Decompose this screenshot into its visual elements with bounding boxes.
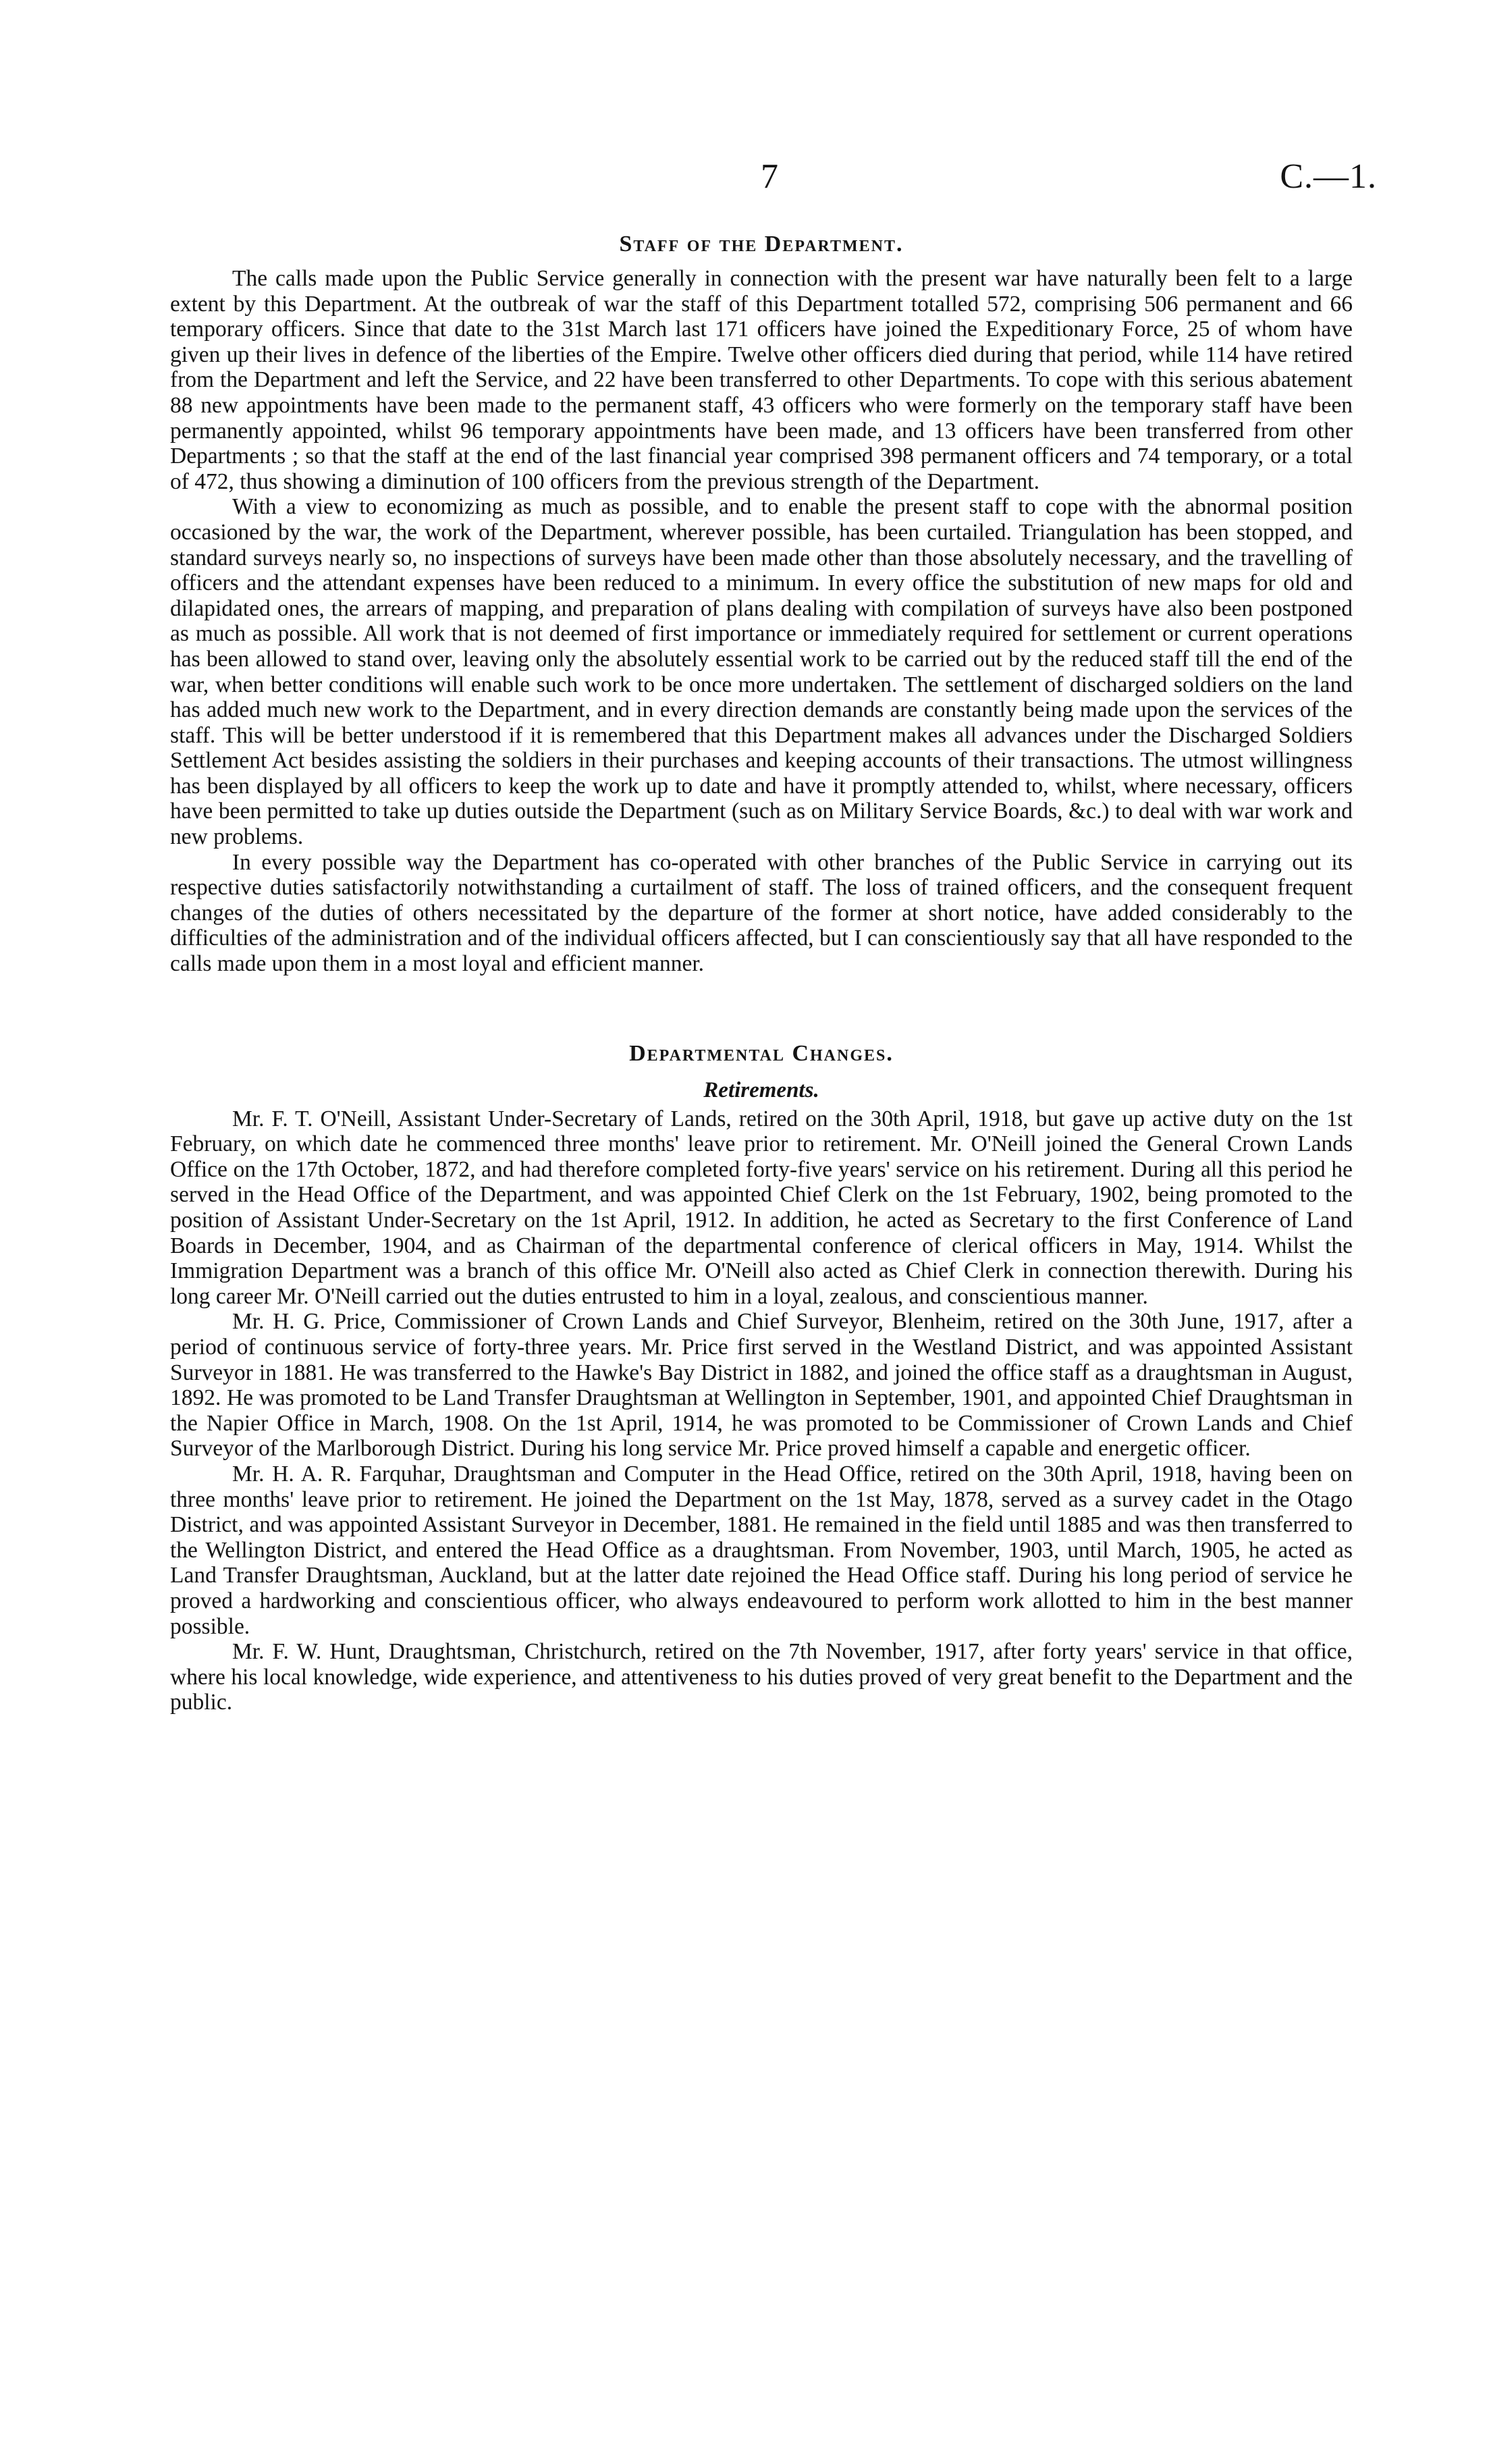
departmental-changes-section	[170, 1039, 1353, 1715]
retirement-paragraph-price: Mr. H. G. Price, Commissioner of Crown Lands and Chief Surveyor, Blenheim, retired on the 30th June, 1917, after a period of continuous service of forty-three years. Mr. Price first served in the Westland District, and was appointed Assistant Surveyor in 1881. He was transferred to the Hawke's Bay District in 1882, and joined the office staff as a draughtsman in August, 1892. He was promoted to be Land Transfer Draughtsman at Wellington in September, 1901, and appointed Chief Draughtsman in the Napier Office in March, 1908. On the 1st April, 1914, he was promoted to be Commissioner of Crown Lands and Chief Surveyor of the Marlborough District. During his long service Mr. Price proved himself a capable and energetic officer.	[170, 1309, 1353, 1462]
departmental-changes-heading: Departmental Changes.	[629, 1040, 894, 1066]
page-number: 7	[761, 157, 778, 196]
document-reference: C.—1.	[1280, 157, 1377, 196]
retirement-paragraph-oneill: Mr. F. T. O'Neill, Assistant Under-Secretary of Lands, retired on the 30th April, 1918, but gave up active duty on the 1st February, on which date he commenced three months' leave prior to retirement. Mr. O'Neill joined the General Crown Lands Office on the 17th October, 1872, and had therefore completed forty-five years' service on his retirement. During all this period he served in the Head Office of the Department, and was appointed Chief Clerk on the 1st February, 1902, being promoted to the position of Assistant Under-Secretary on the 1st April, 1912. In addition, he acted as Secretary to the first Conference of Land Boards in December, 1904, and as Chairman of the departmental conference of clerical officers in May, 1914. Whilst the Immigration Department was a branch of this office Mr. O'Neill also acted as Chief Clerk in connection therewith. During his long career Mr. O'Neill carried out the duties entrusted to him in a loyal, zealous, and conscientious manner.	[170, 1106, 1353, 1309]
retirement-paragraph-hunt: Mr. F. W. Hunt, Draughtsman, Christchurch, retired on the 7th November, 1917, after forty years' service in that office, where his local knowledge, wide experience, and attentiveness to his duties proved of very great benefit to the Department and the public.	[170, 1639, 1353, 1715]
staff-paragraph-2: With a view to economizing as much as possible, and to enable the present staff to cope with the abnormal position occasioned by the war, the work of the Department, wherever possible, has been curtailed. Triangulation has been stopped, and standard surveys nearly so, no inspections of surveys have been made other than those absolutely necessary, and the travelling of officers and the attendant expenses have been reduced to a minimum. In every office the substitution of new maps for old and dilapidated ones, the arrears of mapping, and preparation of plans dealing with compilation of surveys have also been postponed as much as possible. All work that is not deemed of first importance or immediately required for settlement or current operations has been allowed to stand over, leaving only the absolutely essential work to be carried out by the reduced staff till the end of the war, when better conditions will enable such work to be once more undertaken. The settlement of discharged soldiers on the land has added much new work to the Department, and in every direction demands are constantly being made upon the services of the staff. This will be better understood if it is remembered that this Department makes all advances under the Discharged Soldiers Settlement Act besides assisting the soldiers in their purchases and keeping accounts of their transactions. The utmost willingness has been displayed by all officers to keep the work up to date and have it promptly attended to, whilst, where necessary, officers have been permitted to take up duties outside the Department (such as on Military Service Boards, &c.) to deal with war work and new problems.	[170, 494, 1353, 850]
retirements-subheading: Retirements.	[703, 1077, 819, 1102]
retirement-paragraph-farquhar: Mr. H. A. R. Farquhar, Draughtsman and Computer in the Head Office, retired on the 30th April, 1918, having been on three months' leave prior to retirement. He joined the Department on the 1st May, 1878, served as a survey cadet in the Otago District, and was appointed Assistant Surveyor in December, 1881. He remained in the field until 1885 and was then transferred to the Wellington District, and entered the Head Office as a draughtsman. From November, 1903, until March, 1905, he acted as Land Transfer Draughtsman, Auckland, but at the latter date rejoined the Head Office staff. During his long period of service he proved a hardworking and conscientious officer, who always endeavoured to perform work allotted to him in the best manner possible.	[170, 1461, 1353, 1639]
staff-paragraph-1: The calls made upon the Public Service generally in connection with the present war have naturally been felt to a large extent by this Department. At the outbreak of war the staff of this Department totalled 572, comprising 506 permanent and 66 temporary officers. Since that date to the 31st March last 171 officers have joined the Expeditionary Force, 25 of whom have given up their lives in defence of the liberties of the Empire. Twelve other officers died during that period, while 114 have retired from the Department and left the Service, and 22 have been transferred to other Departments. To cope with this serious abatement 88 new appointments have been made to the permanent staff, 43 officers who were formerly on the temporary staff have been permanently appointed, whilst 96 temporary appointments have been made, and 13 officers have been transferred from other Departments ; so that the staff at the end of the last financial year comprised 398 permanent officers and 74 temporary, or a total of 472, thus showing a diminution of 100 officers from the previous strength of the Department.	[170, 266, 1353, 494]
staff-paragraph-3: In every possible way the Department has co-operated with other branches of the Public Service in carrying out its respective duties satisfactorily notwithstanding a curtailment of staff. The loss of trained officers, and the consequent frequent changes of the duties of others necessitated by the departure of the former at short notice, have added considerably to the difficulties of the administration and of the individual officers affected, but I can conscientiously say that all have responded to the calls made upon them in a most loyal and efficient manner.	[170, 849, 1353, 977]
page-body	[170, 230, 1353, 1715]
staff-section	[170, 230, 1353, 977]
staff-section-heading: Staff of the Department.	[619, 232, 904, 257]
